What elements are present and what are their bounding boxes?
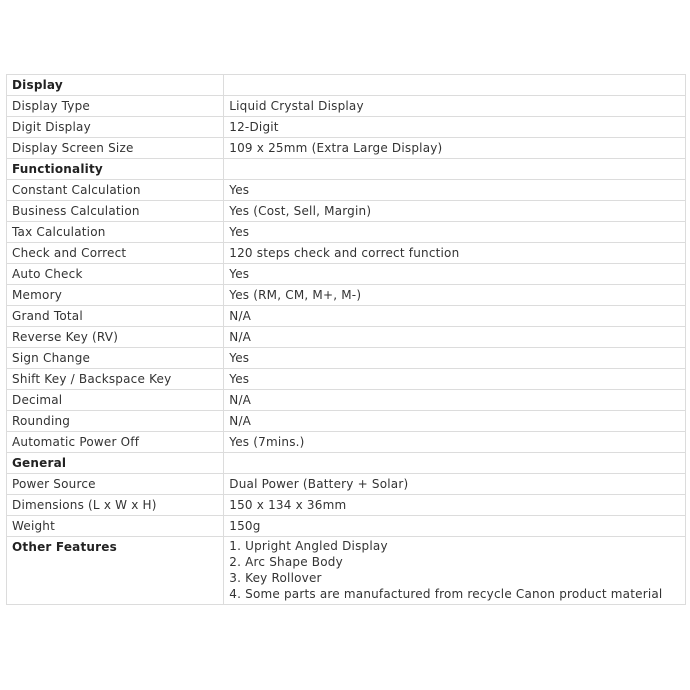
table-row	[7, 390, 686, 411]
spec-label: Constant Calculation	[7, 180, 224, 201]
spec-value: N/A	[224, 327, 686, 348]
spec-value: N/A	[224, 306, 686, 327]
spec-label: Shift Key / Backspace Key	[7, 369, 224, 390]
spec-value: Yes	[224, 180, 686, 201]
spec-label: Automatic Power Off	[7, 432, 224, 453]
table-row	[7, 306, 686, 327]
section-heading: Display	[7, 75, 224, 96]
list-item: 4. Some parts are manufactured from recycle Canon product material	[229, 587, 663, 601]
spec-label: Grand Total	[7, 306, 224, 327]
spec-value: Yes (Cost, Sell, Margin)	[224, 201, 686, 222]
spec-value: 150 x 134 x 36mm	[224, 495, 686, 516]
spec-label: Power Source	[7, 474, 224, 495]
section-heading-empty-cell	[224, 453, 686, 474]
spec-label: Digit Display	[7, 117, 224, 138]
spec-label: Decimal	[7, 390, 224, 411]
spec-label: Dimensions (L x W x H)	[7, 495, 224, 516]
table-row	[7, 285, 686, 306]
table-row	[7, 348, 686, 369]
spec-label: Display Type	[7, 96, 224, 117]
table-row	[7, 474, 686, 495]
spec-label: Tax Calculation	[7, 222, 224, 243]
spec-label: Check and Correct	[7, 243, 224, 264]
spec-label: Business Calculation	[7, 201, 224, 222]
list-item: 2. Arc Shape Body	[229, 555, 343, 569]
section-heading: Other Features	[7, 537, 224, 605]
section-heading-empty-cell	[224, 159, 686, 180]
list-item: 3. Key Rollover	[229, 571, 322, 585]
table-row	[7, 243, 686, 264]
other-features-cell	[224, 537, 686, 605]
spec-value: Yes	[224, 348, 686, 369]
spec-value: Dual Power (Battery + Solar)	[224, 474, 686, 495]
spec-label: Memory	[7, 285, 224, 306]
section-header-other-features	[7, 537, 686, 605]
spec-label: Rounding	[7, 411, 224, 432]
table-row	[7, 138, 686, 159]
table-row	[7, 432, 686, 453]
spec-value: Yes (RM, CM, M+, M-)	[224, 285, 686, 306]
section-header-functionality	[7, 159, 686, 180]
spec-value: 12-Digit	[224, 117, 686, 138]
spec-value: 120 steps check and correct function	[224, 243, 686, 264]
spec-value: N/A	[224, 411, 686, 432]
spec-value: 150g	[224, 516, 686, 537]
spec-label: Auto Check	[7, 264, 224, 285]
spec-value: Yes	[224, 369, 686, 390]
spec-value: Yes (7mins.)	[224, 432, 686, 453]
spec-label: Sign Change	[7, 348, 224, 369]
table-row	[7, 117, 686, 138]
list-item: 1. Upright Angled Display	[229, 539, 388, 553]
section-header-general	[7, 453, 686, 474]
section-header-display	[7, 75, 686, 96]
spec-label: Display Screen Size	[7, 138, 224, 159]
section-heading-empty-cell	[224, 75, 686, 96]
spec-value: Liquid Crystal Display	[224, 96, 686, 117]
table-row	[7, 495, 686, 516]
spec-value: 109 x 25mm (Extra Large Display)	[224, 138, 686, 159]
feature-list	[229, 538, 680, 602]
table-row	[7, 201, 686, 222]
table-row	[7, 516, 686, 537]
spec-value: N/A	[224, 390, 686, 411]
spec-table	[6, 74, 686, 605]
spec-label: Reverse Key (RV)	[7, 327, 224, 348]
spec-value: Yes	[224, 222, 686, 243]
spec-value: Yes	[224, 264, 686, 285]
section-heading: General	[7, 453, 224, 474]
table-row	[7, 369, 686, 390]
table-row	[7, 96, 686, 117]
section-heading: Functionality	[7, 159, 224, 180]
table-row	[7, 264, 686, 285]
table-row	[7, 222, 686, 243]
spec-label: Weight	[7, 516, 224, 537]
table-row	[7, 327, 686, 348]
table-row	[7, 411, 686, 432]
table-row	[7, 180, 686, 201]
